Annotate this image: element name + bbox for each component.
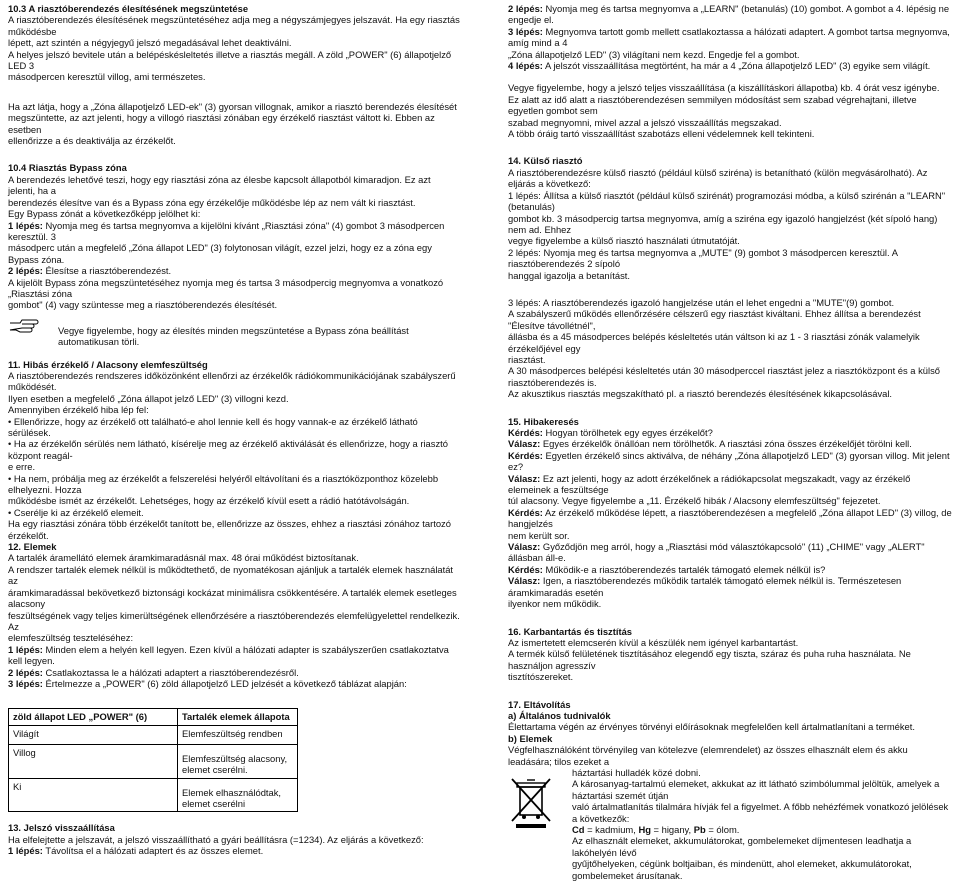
section-15-title: 15. Hibakeresés xyxy=(508,415,579,427)
text-line: A riasztóberendezés rendszeres időközönként ellenőrzi az érzékelők rádiókommunikációjának szabályszerű működését. xyxy=(8,369,456,393)
text-line: feszültségének vagy teljes kimerültségének ellenőrzésére a riasztóberendezés elemfelügyelettel rendelkezik. Az xyxy=(8,609,460,632)
pointing-hand-icon xyxy=(8,317,44,335)
qa-line xyxy=(508,427,954,438)
table-cell: Elemfeszültség alacsony, elemet cserélni. xyxy=(178,744,298,778)
qa-line xyxy=(508,598,954,609)
text-line: gombot kb. 3 másodpercig tartsa megnyomva, amíg a sziréna egy igazoló hangjelzést (két sípoló hang) nem ad. Ehhez xyxy=(508,212,938,235)
qa-text: túl alacsony. Vegye figyelembe a „11. Érzékelő hibák / Alacsony elemfeszültség" fejezetet. xyxy=(508,495,881,507)
text-line: berendezés élesítve van és a Bypass zóna egy érzékelője működésbe lép az nem vált ki riasztást. xyxy=(8,196,416,208)
qa-text: Igen, a riasztóberendezés működik tartalék támogató elemek nélkül is. Természetesen áramkimaradás esetén xyxy=(508,575,902,598)
section-14-title: 14. Külső riasztó xyxy=(508,155,583,167)
text-line: másodpercen keresztül villog, ami természetes. xyxy=(8,71,206,83)
bullet-line: • Ha nem, próbálja meg az érzékelőt a felszerelési helyéről eltávolítani és a riasztóközponthoz közelebb elhelyezni. Hozza xyxy=(8,472,439,496)
step-line xyxy=(508,3,954,26)
text-line: hanggal igazolja a betanítást. xyxy=(508,269,630,281)
text-line: Élettartama végén az érvényes törvényi előírásoknak megfelelően kell ártalmatlanítani a terméket. xyxy=(508,721,915,733)
step-label: 2 lépés: xyxy=(8,265,43,277)
table-header-row xyxy=(9,709,298,725)
metal-code: Pb xyxy=(693,824,706,835)
step-text: Élesítse a riasztóberendezést. xyxy=(42,265,172,277)
text-line: állásba és a 45 másodperces belépés késleltetés után váltson ki az 1 - 3 riasztási zónák valamelyik érzékelőjével egy xyxy=(508,331,920,354)
text-line: Ez alatt az idő alatt a riasztóberendezésen semmilyen módosítást sem szabad végrehajtani, illetve egyetlen gombot sem xyxy=(508,93,917,117)
text-line: A berendezés lehetővé teszi, hogy egy riasztási zóna az élesbe kapcsolt állapotból kimaradjon. Ez azt jelenti, ha a xyxy=(8,173,431,197)
heavy-metals-line xyxy=(572,824,954,835)
text-line: ellenőrizze a és deaktiválja az érzékelőt. xyxy=(8,135,176,147)
text-line: szabad megnyomni, mivel azzal a jelszó visszaállítás megszakad. xyxy=(508,116,782,128)
text-line: való ártalmatlanítás tilalmára hívják fel a figyelmet. A főbb nehézfémek vonatkozó jelölések a következők: xyxy=(572,801,949,824)
step-text: A jelszót visszaállítása megtörtént, ha már a 4 „Zóna állapotjelző LED" (3) egyike sem világít. xyxy=(542,60,931,72)
step-text: Csatlakoztassa le a hálózati adaptert a riasztóberendezésről. xyxy=(42,666,299,678)
step-label: 1 lépés: xyxy=(8,845,43,857)
text-line: megszüntette, az azt jelenti, hogy a villogó riasztási zónában egy érzékelő riasztást váltott ki. Ebben az esetben xyxy=(8,112,435,135)
text-line: tisztítószereket. xyxy=(508,671,574,683)
left-column xyxy=(8,3,460,857)
qa-label: Kérdés: xyxy=(508,449,543,461)
qa-text: ilyenkor nem működik. xyxy=(508,598,602,610)
qa-line xyxy=(508,575,954,598)
bullet-line: • Ha az érzékelőn sérülés nem látható, kísérelje meg az érzékelő aktiválását és ellenőrizze, hogy a riasztó központ reagál- xyxy=(8,438,448,461)
text-line: Az ismertetett elemcserén kívül a készülék nem igényel karbantartást. xyxy=(508,636,799,648)
section-10-4-title: 10.4 Riasztás Bypass zóna xyxy=(8,162,127,174)
text-line: másodperc után a megfelelő „Zóna állapot LED" (3) folytonosan világít, ezzel jelzi, hogy ez a zóna egy Bypass zóna. xyxy=(8,242,432,265)
table-cell: Villog xyxy=(9,744,178,778)
qa-text: Az érzékelő működése lépett, a riasztóberendezésen a megfelelő „Zóna állapot LED" (3) villog, de hangjelzés xyxy=(508,506,952,530)
qa-text: nem került sor. xyxy=(508,529,570,541)
step-label: 1 lépés: xyxy=(8,643,43,655)
metal-code: Hg xyxy=(638,824,651,835)
text-line: Ilyen esetben a megfelelő „Zóna állapot jelző LED" (3) villogni kezd. xyxy=(8,392,289,404)
text-line: A termék külső felületének tisztításához elegendő egy tiszta, száraz és puha ruha használata. Ne használjon agresszív xyxy=(508,648,911,671)
text-line: háztartási hulladék közé dobni. xyxy=(572,766,701,778)
metal-code: Cd xyxy=(572,824,585,835)
text-line: áramkimaradással bekövetkező biztonsági kockázat minimálisra csökkentésére. A tartalék elemek esetleges alacsony xyxy=(8,586,457,610)
qa-text: Egyes érzékelők önállóan nem törölhetők. A riasztási zóna összes érzékelőjét törölni kell. xyxy=(540,438,912,450)
step-label: 4 lépés: xyxy=(508,60,543,72)
warning-text: Vegye figyelembe, hogy az élesítés minden megszüntetése a Bypass zóna beállítást automatikusan törli. xyxy=(58,324,409,348)
step-label: 1 lépés: xyxy=(8,219,43,231)
section-17-title: 17. Eltávolítás xyxy=(508,698,571,710)
text-line: A 30 másodperces belépési késleltetés után 30 másodperccel riasztást jelez a riasztóközpont és a külső riasztóberendezés is. xyxy=(508,365,941,388)
subsection-title: a) Általános tudnivalók xyxy=(508,709,611,721)
table-cell: Elemek elhasználódtak, elemet cserélni xyxy=(178,778,298,812)
text-line: A több óráig tartó visszaállítást szabotázs elleni védelemnek kell tekinteni. xyxy=(508,128,815,140)
metal-text: = kadmium, xyxy=(584,824,639,835)
disposal-text xyxy=(572,767,954,881)
step-text: Nyomja meg és tartsa megnyomva a „LEARN" (betanulás) (10) gombot. A gombot a 4. lépésig ne engedje el. xyxy=(508,3,950,26)
qa-text: Hogyan törölhetek egy egyes érzékelőt? xyxy=(542,427,713,438)
step-label: 2 lépés: xyxy=(508,3,543,14)
step-line xyxy=(508,49,954,60)
text-line: Végfelhasználóként törvényileg van kötelezve (elemrendelet) az összes elhasznált elem és akku leadására; tilos ezeket a xyxy=(508,744,908,767)
step-text: Nyomja meg és tartsa megnyomva a kijelölni kívánt „Riasztási zóna" (4) gombot 3 másodpercen keresztül. 3 xyxy=(8,219,445,242)
text-line: Ha egy riasztási zónára több érzékelőt tanított be, ellenőrizze az összes, ehhez a riasztási zónához tartozó érzékelőt. xyxy=(8,518,451,541)
text-line: 1 lépés: Állítsa a külső riasztót (például külső szirénát) programozási módba, a külső szirénán a "LEARN" (betanulás) xyxy=(508,189,946,213)
qa-label: Válasz: xyxy=(508,575,541,587)
step-text: Értelmezze a „POWER" (6) zöld állapotjelző LED jelzését a következő táblázat alapján: xyxy=(42,677,407,689)
text-line: Ha azt látja, hogy a „Zóna állapotjelző LED-ek" (3) gyorsan villognak, amikor a riasztó berendezés élesítését xyxy=(8,100,457,112)
text-line: A helyes jelszó bevitele után a belépéskésleltetés illetve a riasztás megáll. A zöld „POWER" (6) állapotjelző LED 3 xyxy=(8,48,452,72)
text-line: vegye figyelembe a külső riasztó használati útmutatóját. xyxy=(508,235,740,247)
text-line: Az akusztikus riasztás megszakítható pl. a riasztó berendezés élesítésének kikapcsolásával. xyxy=(508,388,893,400)
qa-label: Válasz: xyxy=(508,541,541,553)
qa-line xyxy=(508,473,954,496)
right-column xyxy=(508,3,954,881)
step-label: 3 lépés: xyxy=(508,25,543,37)
qa-text: Egyetlen érzékelő sincs aktiválva, de néhány „Zóna állapotjelző LED" (3) gyorsan villog. Mit jelent ez? xyxy=(508,449,950,473)
qa-line xyxy=(508,507,954,530)
qa-label: Válasz: xyxy=(508,438,541,450)
step-line xyxy=(508,60,954,71)
qa-text: Győződjön meg arról, hogy a „Riasztási mód választókapcsoló" (11) „CHIME" vagy „ALERT" állásban áll-e. xyxy=(508,541,925,564)
step-line xyxy=(8,265,460,276)
warning-note xyxy=(8,317,460,348)
table-cell: Elemfeszültség rendben xyxy=(178,725,298,744)
step-label: 2 lépés: xyxy=(8,666,43,678)
step-label: 3 lépés: xyxy=(8,677,43,689)
text-line: Ha elfelejtette a jelszavát, a jelszó visszaállítható a gyári beállításra (=1234). Az eljárás a következő: xyxy=(8,833,424,845)
qa-line xyxy=(508,495,954,506)
qa-line xyxy=(508,541,954,564)
table-cell: Ki xyxy=(9,778,178,812)
crossed-out-bin-icon xyxy=(508,773,554,829)
text-line: gyűjtőhelyeken, cégünk boltjaiban, és mindenütt, ahol elemeket, akkumulátorokat, gombelemeket árusítanak. xyxy=(572,858,912,881)
text-line: Vegye figyelembe, hogy a jelszó teljes visszaállítása (a kiszállításkori állapotba) kb. 4 órát vesz igénybe. xyxy=(508,82,940,94)
bullet-line: • Cserélje ki az érzékelő elemeit. xyxy=(8,506,144,518)
text-line: Egy Bypass zónát a következőképp jelölhet ki: xyxy=(8,208,201,220)
bullet-line: működésbe ismét az érzékelőt. Lehetséges, hogy az érzékelő kívül esett a rádió hatótávolságán. xyxy=(8,495,410,507)
qa-text: Működik-e a riasztóberendezés tartalék támogató elemek nélkül is? xyxy=(542,563,826,575)
subsection-title: b) Elemek xyxy=(508,732,553,744)
battery-status-table xyxy=(8,708,298,812)
text-line: A rendszer tartalék elemek nélkül is működtethető, de nyomatékosan ajánljuk a tartalék elemek használatát az xyxy=(8,563,454,587)
section-10-3-title: 10.3 A riasztóberendezés élesítésének megszüntetése xyxy=(8,3,249,14)
text-line: 3 lépés: A riasztóberendezés igazoló hangjelzése után el lehet engedni a "MUTE"(9) gombot. xyxy=(508,296,895,308)
table-header-cell: zöld állapot LED „POWER" (6) xyxy=(9,709,178,725)
qa-label: Kérdés: xyxy=(508,427,543,438)
bullet-line: • Ellenőrizze, hogy az érzékelő ott található-e ahol lennie kell és hogy vannak-e az érzékelő látható sérülések. xyxy=(8,415,418,438)
section-13-title: 13. Jelszó visszaállítása xyxy=(8,822,115,834)
text-line: A riasztóberendezés élesítésének megszüntetéséhez adja meg a négyszámjegyes jelszavát. Ha egy riasztás működésbe xyxy=(8,14,460,37)
qa-label: Válasz: xyxy=(508,472,541,484)
section-16-title: 16. Karbantartás és tisztítás xyxy=(508,625,633,637)
text-line: Amennyiben érzékelő hiba lép fel: xyxy=(8,404,149,416)
text-line: A tartalék áramellátó elemek áramkimaradásnál max. 48 órai működést biztosítanak. xyxy=(8,552,359,564)
qa-line xyxy=(508,530,954,541)
qa-text: Ez azt jelenti, hogy az adott érzékelőnek a rádiókapcsolat megszakadt, vagy az érzékelő elemeinek a feszültsége xyxy=(508,472,911,496)
table-row xyxy=(9,725,298,744)
table-header-cell: Tartalék elemek állapota xyxy=(178,709,298,725)
qa-line xyxy=(508,450,954,473)
text-line: lépett, azt szintén a négyjegyű jelszó megadásával lehet deaktiválni. xyxy=(8,37,292,49)
step-text: „Zóna állapotjelző LED" (3) világítani nem kezd. Engedje fel a gombot. xyxy=(508,48,800,60)
step-text: Minden elem a helyén kell legyen. Ezen kívül a hálózati adapter is szabályszerűen csatlakoztatva kell legyen. xyxy=(8,643,449,667)
step-line xyxy=(8,220,460,243)
table-row xyxy=(9,744,298,778)
step-text: Megnyomva tartott gomb mellett csatlakoztassa a hálózati adaptert. A gombot tartsa megnyomva, amíg mind a 4 xyxy=(508,25,950,49)
bullet-line: e erre. xyxy=(8,461,36,473)
step-line xyxy=(8,667,460,678)
text-line: A károsanyag-tartalmú elemeket, akkukat az itt látható szimbólummal jelöltük, amelyek a háztartási szemét útján xyxy=(572,778,940,801)
step-text: Távolítsa el a hálózati adaptert és az összes elemet. xyxy=(42,845,264,857)
section-12-title: 12. Elemek xyxy=(8,541,57,553)
qa-label: Kérdés: xyxy=(508,563,543,575)
metal-text: = higany, xyxy=(650,824,694,835)
step-line xyxy=(8,644,460,667)
text-line: A kijelölt Bypass zóna megszüntetéséhez nyomja meg és tartsa 3 másodpercig megnyomva a vonatkozó „Riasztási zóna xyxy=(8,276,444,299)
text-line: Az elhasznált elemeket, akkumulátorokat, gombelemeket díjmentesen leadhatja a lakóhelyén lévő xyxy=(572,835,912,858)
qa-line xyxy=(508,564,954,575)
table-row xyxy=(9,778,298,812)
text-line: riasztást. xyxy=(508,353,546,365)
text-line: A riasztóberendezésre külső riasztó (például külső sziréna) is betanítható (külön megvásárolható). Az eljárás a következő: xyxy=(508,166,928,190)
step-line xyxy=(8,845,460,856)
text-line: A szabályszerű működés ellenőrzésére célszerű egy riasztást kiváltani. Ehhez állítsa a berendezést "Élesítve távollétnél", xyxy=(508,308,921,331)
text-line: elemfeszültség teszteléséhez: xyxy=(8,632,134,644)
text-line: 2 lépés: Nyomja meg és tartsa megnyomva a „MUTE" (9) gombot 3 másodpercen keresztül. A riasztóberendezés 2 sípoló xyxy=(508,246,898,270)
disposal-block xyxy=(508,767,954,881)
text-line: gombot" (4) vagy szüntesse meg a riasztóberendezés élesítését. xyxy=(8,299,278,311)
step-line xyxy=(508,26,954,49)
step-line xyxy=(8,678,460,689)
metal-text: = ólom. xyxy=(705,824,740,835)
qa-line xyxy=(508,438,954,449)
section-11-title: 11. Hibás érzékelő / Alacsony elemfeszültség xyxy=(8,358,208,370)
table-cell: Világít xyxy=(9,725,178,744)
qa-label: Kérdés: xyxy=(508,506,543,518)
